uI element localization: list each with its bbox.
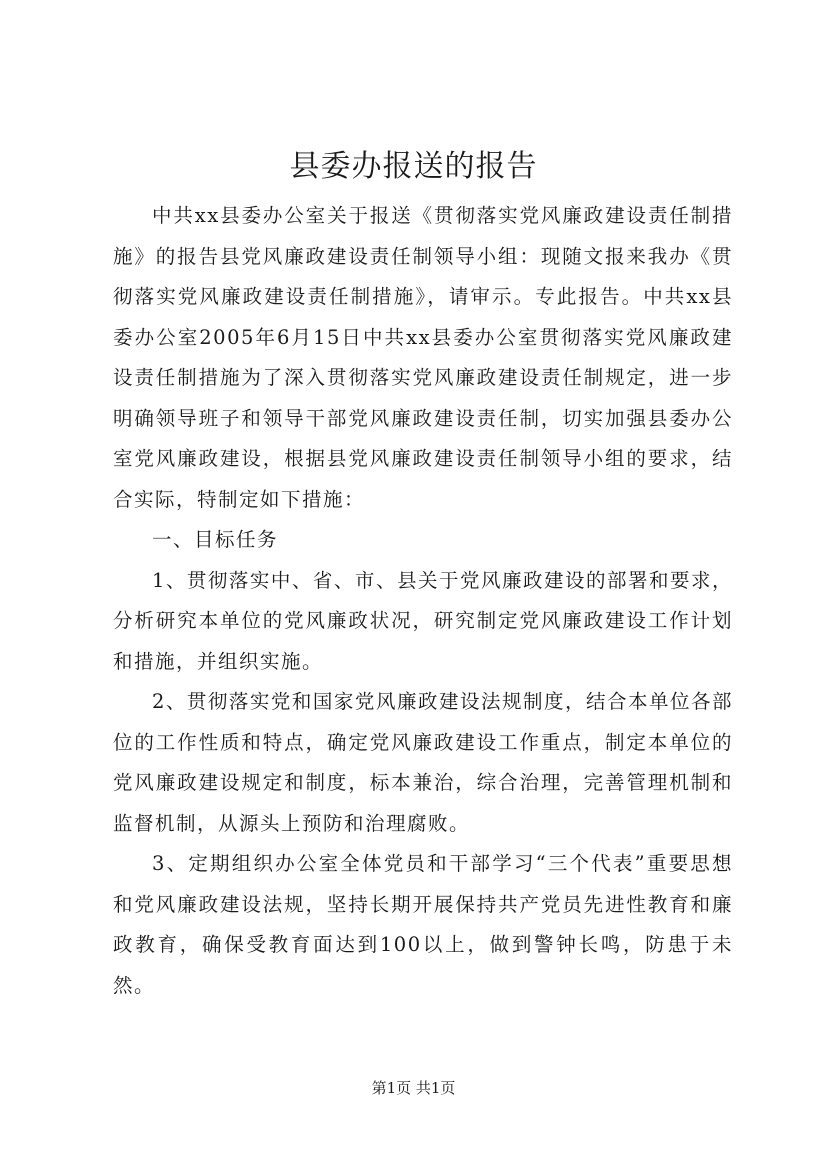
section-heading: 一、目标任务 bbox=[152, 528, 279, 551]
paragraph-item-3: 3、定期组织办公室全体党员和干部学习“三个代表”重要思想和党风廉政建设法规，坚持长期开展保持共产党员先进性教育和廉政教育，确保受教育面达到100以上，做到警钟长鸣，防患于未然。 bbox=[113, 852, 733, 997]
document-title: 县委办报送的报告 bbox=[289, 149, 538, 184]
document-body bbox=[113, 196, 733, 1006]
paragraph-item-1: 1、贯彻落实中、省、市、县关于党风廉政建设的部署和要求，分析研究本单位的党风廉政状况，研究制定党风廉政建设工作计划和措施，并组织实施。 bbox=[113, 568, 733, 673]
paragraph-intro: 中共xx县委办公室关于报送《贯彻落实党风廉政建设责任制措施》的报告县党风廉政建设责任制领导小组：现随文报来我办《贯彻落实党风廉政建设责任制措施》，请审示。专此报告。中共xx县委办公室2005年6月15日中共xx县委办公室贯彻落实党风廉政建设责任制措施为了深入贯彻落实党风廉政建设责任制规定，进一步明确领导班子和领导干部党风廉政建设责任制，切实加强县委办公室党风廉政建设，根据县党风廉政建设责任制领导小组的要求，结合实际，特制定如下措施： bbox=[113, 204, 733, 511]
paragraph-item-2: 2、贯彻落实党和国家党风廉政建设法规制度，结合本单位各部位的工作性质和特点，确定党风廉政建设工作重点，制定本单位的党风廉政建设规定和制度，标本兼治，综合治理，完善管理机制和监督机制，从源头上预防和治理腐败。 bbox=[113, 690, 733, 835]
page-footer: 第1页 共1页 bbox=[371, 1079, 456, 1097]
